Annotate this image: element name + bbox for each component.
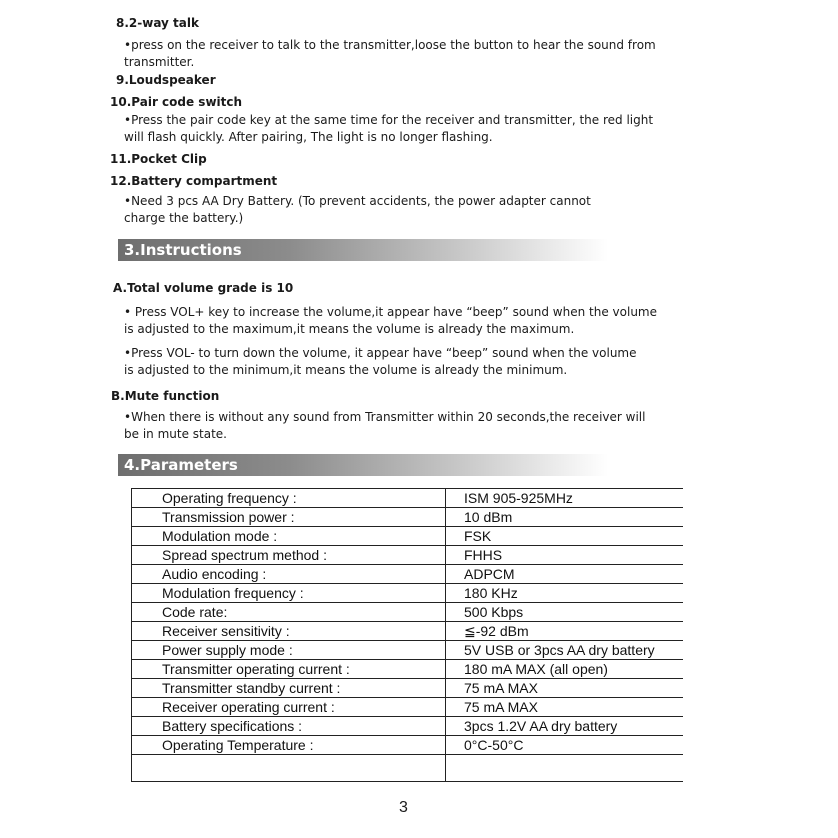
param-value-empty [446,755,684,782]
param-value: 0°C-50°C [446,736,684,755]
clip-title: 11.Pocket Clip [110,152,207,166]
talk-text: •press on the receiver to talk to the transmitter,loose the button to hear the sound from transmitter. [124,38,656,69]
param-key: Audio encoding : [132,565,446,584]
table-row [132,546,684,565]
table-row [132,584,684,603]
param-key: Transmitter operating current : [132,660,446,679]
parameters-table [131,488,683,782]
table-row [132,489,684,508]
table-row [132,736,684,755]
param-key: Operating Temperature : [132,736,446,755]
table-row [132,603,684,622]
table-row [132,527,684,546]
mute-text: •When there is without any sound from Transmitter within 20 seconds,the receiver will be in mute state. [124,410,646,441]
param-key: Code rate: [132,603,446,622]
param-key-empty [132,755,446,782]
param-value: 5V USB or 3pcs AA dry battery [446,641,684,660]
volume-title: A.Total volume grade is 10 [113,281,294,295]
param-key: Spread spectrum method : [132,546,446,565]
param-value: 180 mA MAX (all open) [446,660,684,679]
param-key: Transmission power : [132,508,446,527]
pair-title: 10.Pair code switch [110,95,243,109]
parameters-heading: 4.Parameters [118,454,608,476]
param-value: FSK [446,527,684,546]
table-row [132,622,684,641]
param-value: 75 mA MAX [446,679,684,698]
param-value: 3pcs 1.2V AA dry battery [446,717,684,736]
param-value: ADPCM [446,565,684,584]
table-row-empty [132,755,684,782]
param-value: 180 KHz [446,584,684,603]
talk-title: 8.2-way talk [116,16,199,30]
param-key: Battery specifications : [132,717,446,736]
battery-title: 12.Battery compartment [110,174,278,188]
param-value: 75 mA MAX [446,698,684,717]
loudspeaker-title: 9.Loudspeaker [116,73,216,87]
param-key: Transmitter standby current : [132,679,446,698]
param-key: Receiver operating current : [132,698,446,717]
param-value: ISM 905-925MHz [446,489,684,508]
param-value: ≦-92 dBm [446,622,684,641]
param-value: 500 Kbps [446,603,684,622]
volume-up-text: • Press VOL+ key to increase the volume,it appear have “beep” sound when the volume is adjusted to the maximum,it means the volume is already the maximum. [124,305,657,336]
volume-down-text: •Press VOL- to turn down the volume, it appear have “beep” sound when the volume is adjusted to the minimum,it means the volume is already the minimum. [124,346,637,377]
battery-text: •Need 3 pcs AA Dry Battery. (To prevent accidents, the power adapter cannot charge the battery.) [124,194,591,225]
table-row [132,565,684,584]
table-row [132,508,684,527]
table-row [132,717,684,736]
table-row [132,660,684,679]
pair-text: •Press the pair code key at the same time for the receiver and transmitter, the red light will flash quickly. After pairing, The light is no longer flashing. [124,113,654,144]
table-row [132,679,684,698]
table-row [132,641,684,660]
instructions-heading: 3.Instructions [118,239,608,261]
param-key: Modulation mode : [132,527,446,546]
param-value: FHHS [446,546,684,565]
table-row [132,698,684,717]
param-key: Receiver sensitivity : [132,622,446,641]
param-key: Modulation frequency : [132,584,446,603]
mute-title: B.Mute function [111,389,220,403]
param-key: Power supply mode : [132,641,446,660]
page-number: 3 [399,799,408,816]
param-value: 10 dBm [446,508,684,527]
param-key: Operating frequency : [132,489,446,508]
